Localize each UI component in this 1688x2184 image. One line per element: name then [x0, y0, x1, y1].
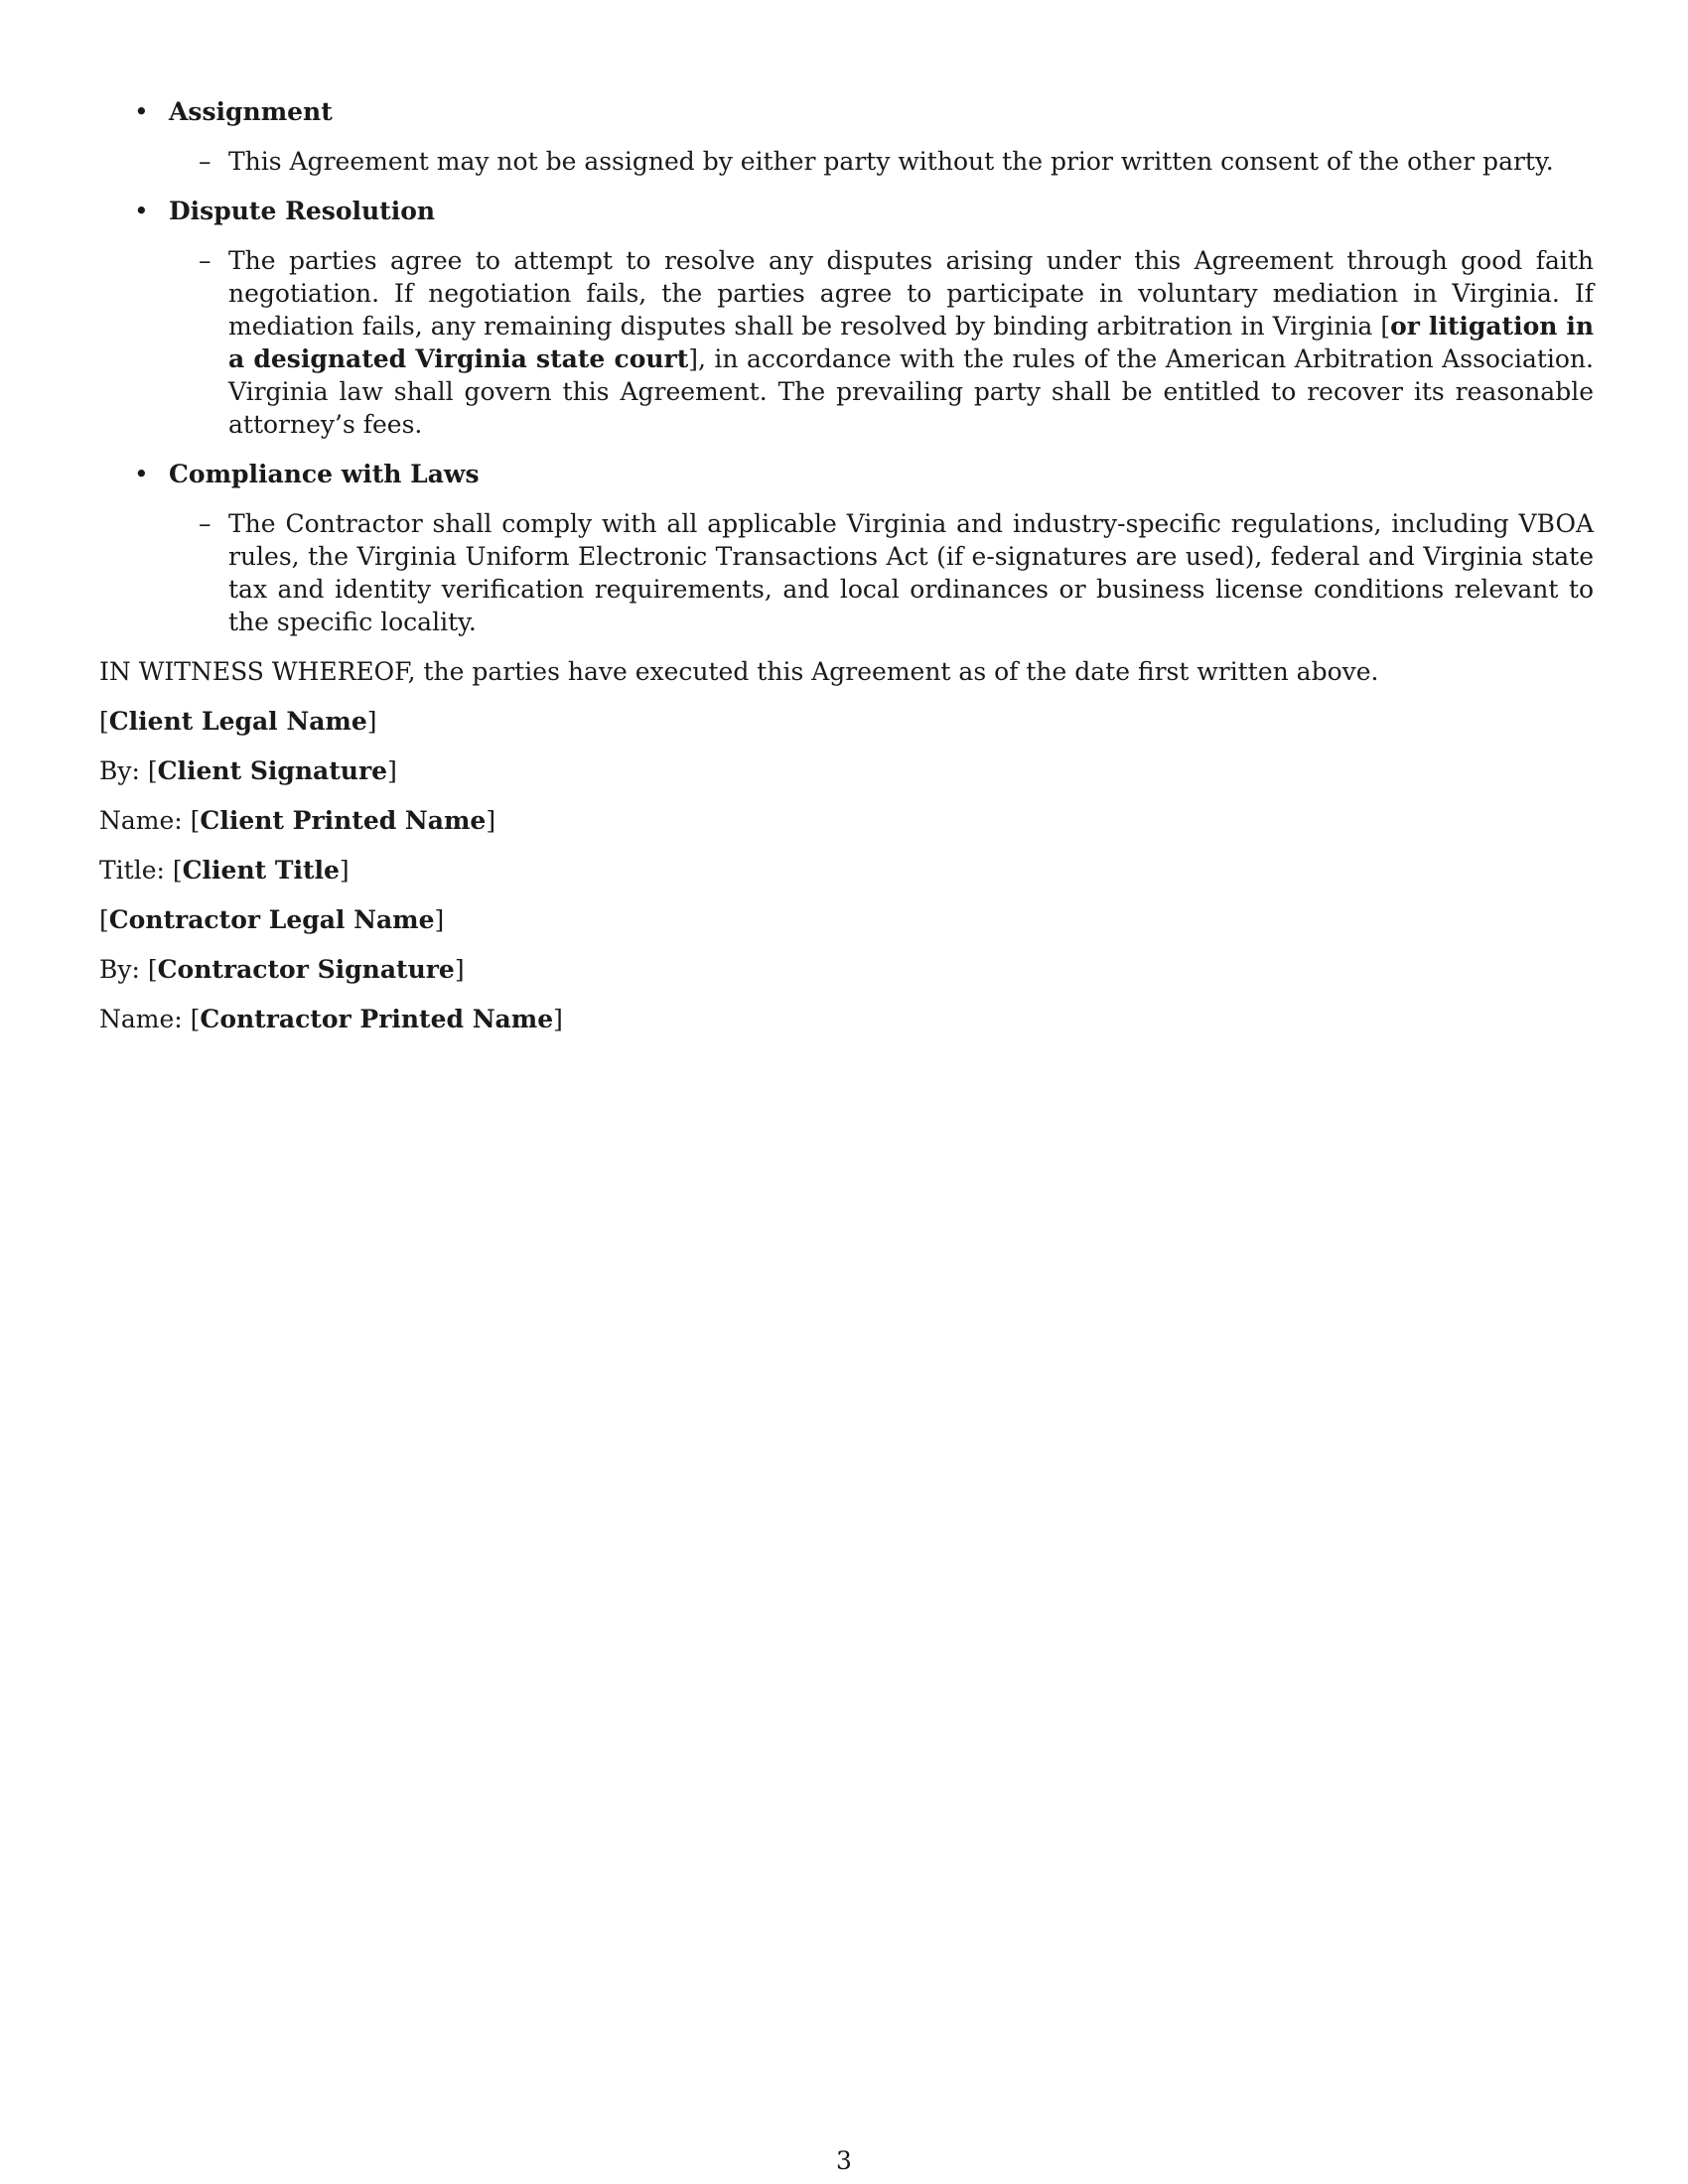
- section-dispute-resolution: [99, 195, 1594, 441]
- contractor-legal-name: Contractor Legal Name: [108, 905, 435, 934]
- sub-item-text-before: The parties agree to attempt to resolve any disputes arising under this Agreement through good faith negotiation. If negotiation fails, the parties agree to participate in voluntary mediation in Virginia. If mediation fails, any remaining disputes shall be resolved by binding arbitration in Virginia [: [228, 246, 1594, 341]
- section-assignment: [99, 95, 1594, 178]
- name-label: Name:: [99, 806, 183, 835]
- contractor-by-line: By: [Contractor Signature]: [99, 955, 465, 984]
- contractor-signature: Contractor Signature: [157, 955, 455, 984]
- bullet-marker: •: [134, 197, 149, 225]
- document-page: [99, 95, 1594, 1052]
- by-label: By:: [99, 756, 140, 785]
- sub-item: [99, 507, 1594, 638]
- client-legal-name-line: [Client Legal Name]: [99, 707, 377, 736]
- contractor-legal-name-line: [Contractor Legal Name]: [99, 905, 445, 934]
- sub-item-text-bold: or litigation in a designated Virginia state court: [228, 312, 1594, 373]
- sub-item-text: The Contractor shall comply with all applicable Virginia and industry-specific regulations, including VBOA rules, the Virginia Uniform Electronic Transactions Act (if e-signatures are used), federal and Virginia state tax and identity verification requirements, and local ordinances or business license conditions relevant to the specific locality.: [228, 509, 1594, 636]
- sub-item: [99, 244, 1594, 441]
- client-title: Client Title: [182, 856, 340, 885]
- contractor-printed-name: Contractor Printed Name: [200, 1005, 554, 1033]
- client-printed-name: Client Printed Name: [200, 806, 487, 835]
- section-heading-text: Compliance with Laws: [169, 460, 480, 488]
- bullet-marker: •: [134, 97, 149, 126]
- dash-marker: –: [199, 246, 211, 275]
- client-signature: Client Signature: [157, 756, 388, 785]
- section-heading: [99, 95, 1594, 128]
- sub-item-text: This Agreement may not be assigned by either party without the prior written consent of the other party.: [228, 147, 1554, 176]
- signature-block: [99, 705, 1594, 1035]
- dash-marker: –: [199, 509, 211, 538]
- contractor-name-line: Name: [Contractor Printed Name]: [99, 1005, 563, 1033]
- page-number: 3: [836, 2146, 852, 2175]
- witness-paragraph: IN WITNESS WHEREOF, the parties have executed this Agreement as of the date first written above.: [99, 657, 1379, 686]
- section-heading: [99, 458, 1594, 490]
- name-label: Name:: [99, 1005, 183, 1033]
- section-compliance: [99, 458, 1594, 638]
- section-heading: [99, 195, 1594, 227]
- client-legal-name: Client Legal Name: [108, 707, 367, 736]
- section-heading-text: Assignment: [169, 97, 333, 126]
- client-title-line: Title: [Client Title]: [99, 856, 350, 885]
- sub-item-text-after: ], in accordance with the rules of the American Arbitration Association. Virginia law shall govern this Agreement. The prevailing party shall be entitled to recover its reasonable attorney’s fees.: [228, 344, 1594, 439]
- bullet-marker: •: [134, 460, 149, 488]
- sub-item: [99, 145, 1594, 178]
- section-heading-text: Dispute Resolution: [169, 197, 436, 225]
- client-by-line: By: [Client Signature]: [99, 756, 397, 785]
- client-name-line: Name: [Client Printed Name]: [99, 806, 496, 835]
- title-label: Title:: [99, 856, 165, 885]
- by-label: By:: [99, 955, 140, 984]
- dash-marker: –: [199, 147, 211, 176]
